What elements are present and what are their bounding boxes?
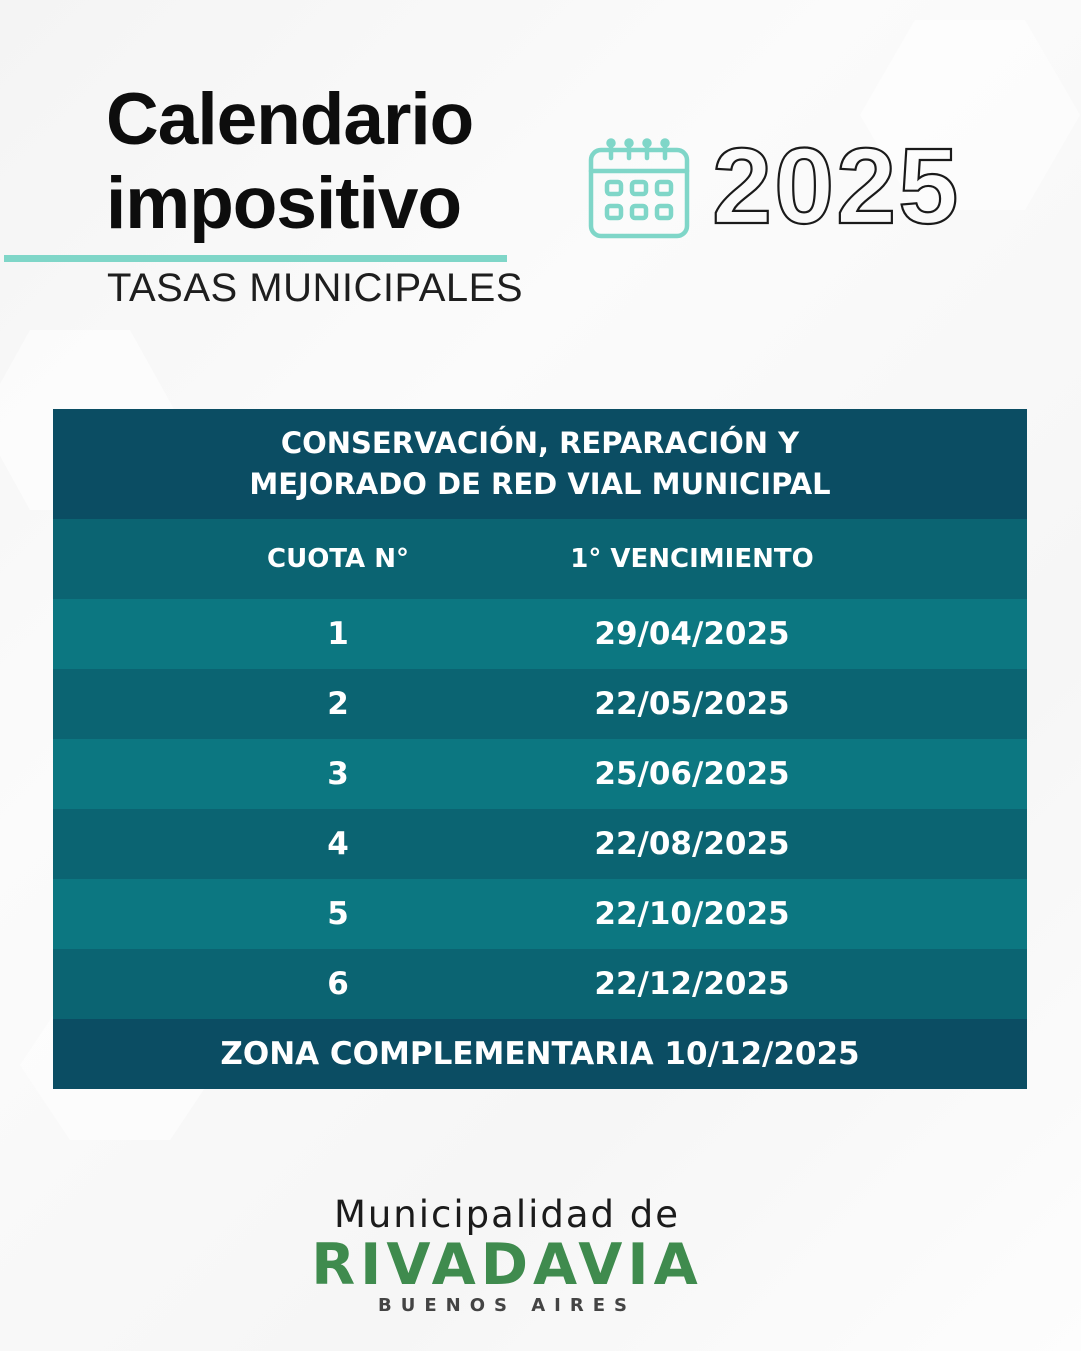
cuota-cell: 3 bbox=[327, 756, 349, 792]
table-title bbox=[53, 409, 1027, 519]
vencimiento-cell: 25/06/2025 bbox=[594, 756, 790, 792]
title-line-1: Calendario bbox=[106, 79, 474, 160]
cuota-cell: 4 bbox=[327, 826, 349, 862]
table-row bbox=[53, 949, 1027, 1019]
cuota-cell: 5 bbox=[327, 896, 349, 932]
table-row bbox=[53, 669, 1027, 739]
table-header-row bbox=[53, 519, 1027, 599]
logo-municipalidad: Municipalidad de bbox=[333, 1193, 681, 1236]
table-row bbox=[53, 809, 1027, 879]
cuota-cell: 2 bbox=[327, 686, 349, 722]
table-row bbox=[53, 879, 1027, 949]
table-title-line-2: MEJORADO DE RED VIAL MUNICIPAL bbox=[249, 467, 831, 501]
year-label: 2025 bbox=[712, 125, 961, 246]
vencimiento-cell: 22/12/2025 bbox=[594, 966, 790, 1002]
page-title bbox=[106, 78, 473, 246]
table-footer: ZONA COMPLEMENTARIA 10/12/2025 bbox=[53, 1019, 1027, 1089]
subtitle: TASAS MUNICIPALES bbox=[107, 266, 523, 310]
calendar-icon bbox=[587, 138, 691, 242]
title-underline bbox=[4, 255, 507, 262]
table-row bbox=[53, 599, 1027, 669]
table-title-line-1: CONSERVACIÓN, REPARACIÓN Y bbox=[280, 426, 800, 460]
title-line-2: impositivo bbox=[106, 163, 462, 244]
cuota-cell: 1 bbox=[327, 616, 349, 652]
column-header-cuota: CUOTA N° bbox=[267, 544, 409, 574]
vencimiento-cell: 29/04/2025 bbox=[594, 616, 790, 652]
column-header-vencimiento: 1° VENCIMIENTO bbox=[570, 544, 814, 574]
tax-schedule-table bbox=[53, 409, 1027, 1089]
logo-rivadavia: RIVADAVIA bbox=[311, 1232, 703, 1298]
cuota-cell: 6 bbox=[327, 966, 349, 1002]
vencimiento-cell: 22/10/2025 bbox=[594, 896, 790, 932]
logo-buenos-aires: BUENOS AIRES bbox=[378, 1295, 636, 1316]
table-row bbox=[53, 739, 1027, 809]
vencimiento-cell: 22/08/2025 bbox=[594, 826, 790, 862]
vencimiento-cell: 22/05/2025 bbox=[594, 686, 790, 722]
